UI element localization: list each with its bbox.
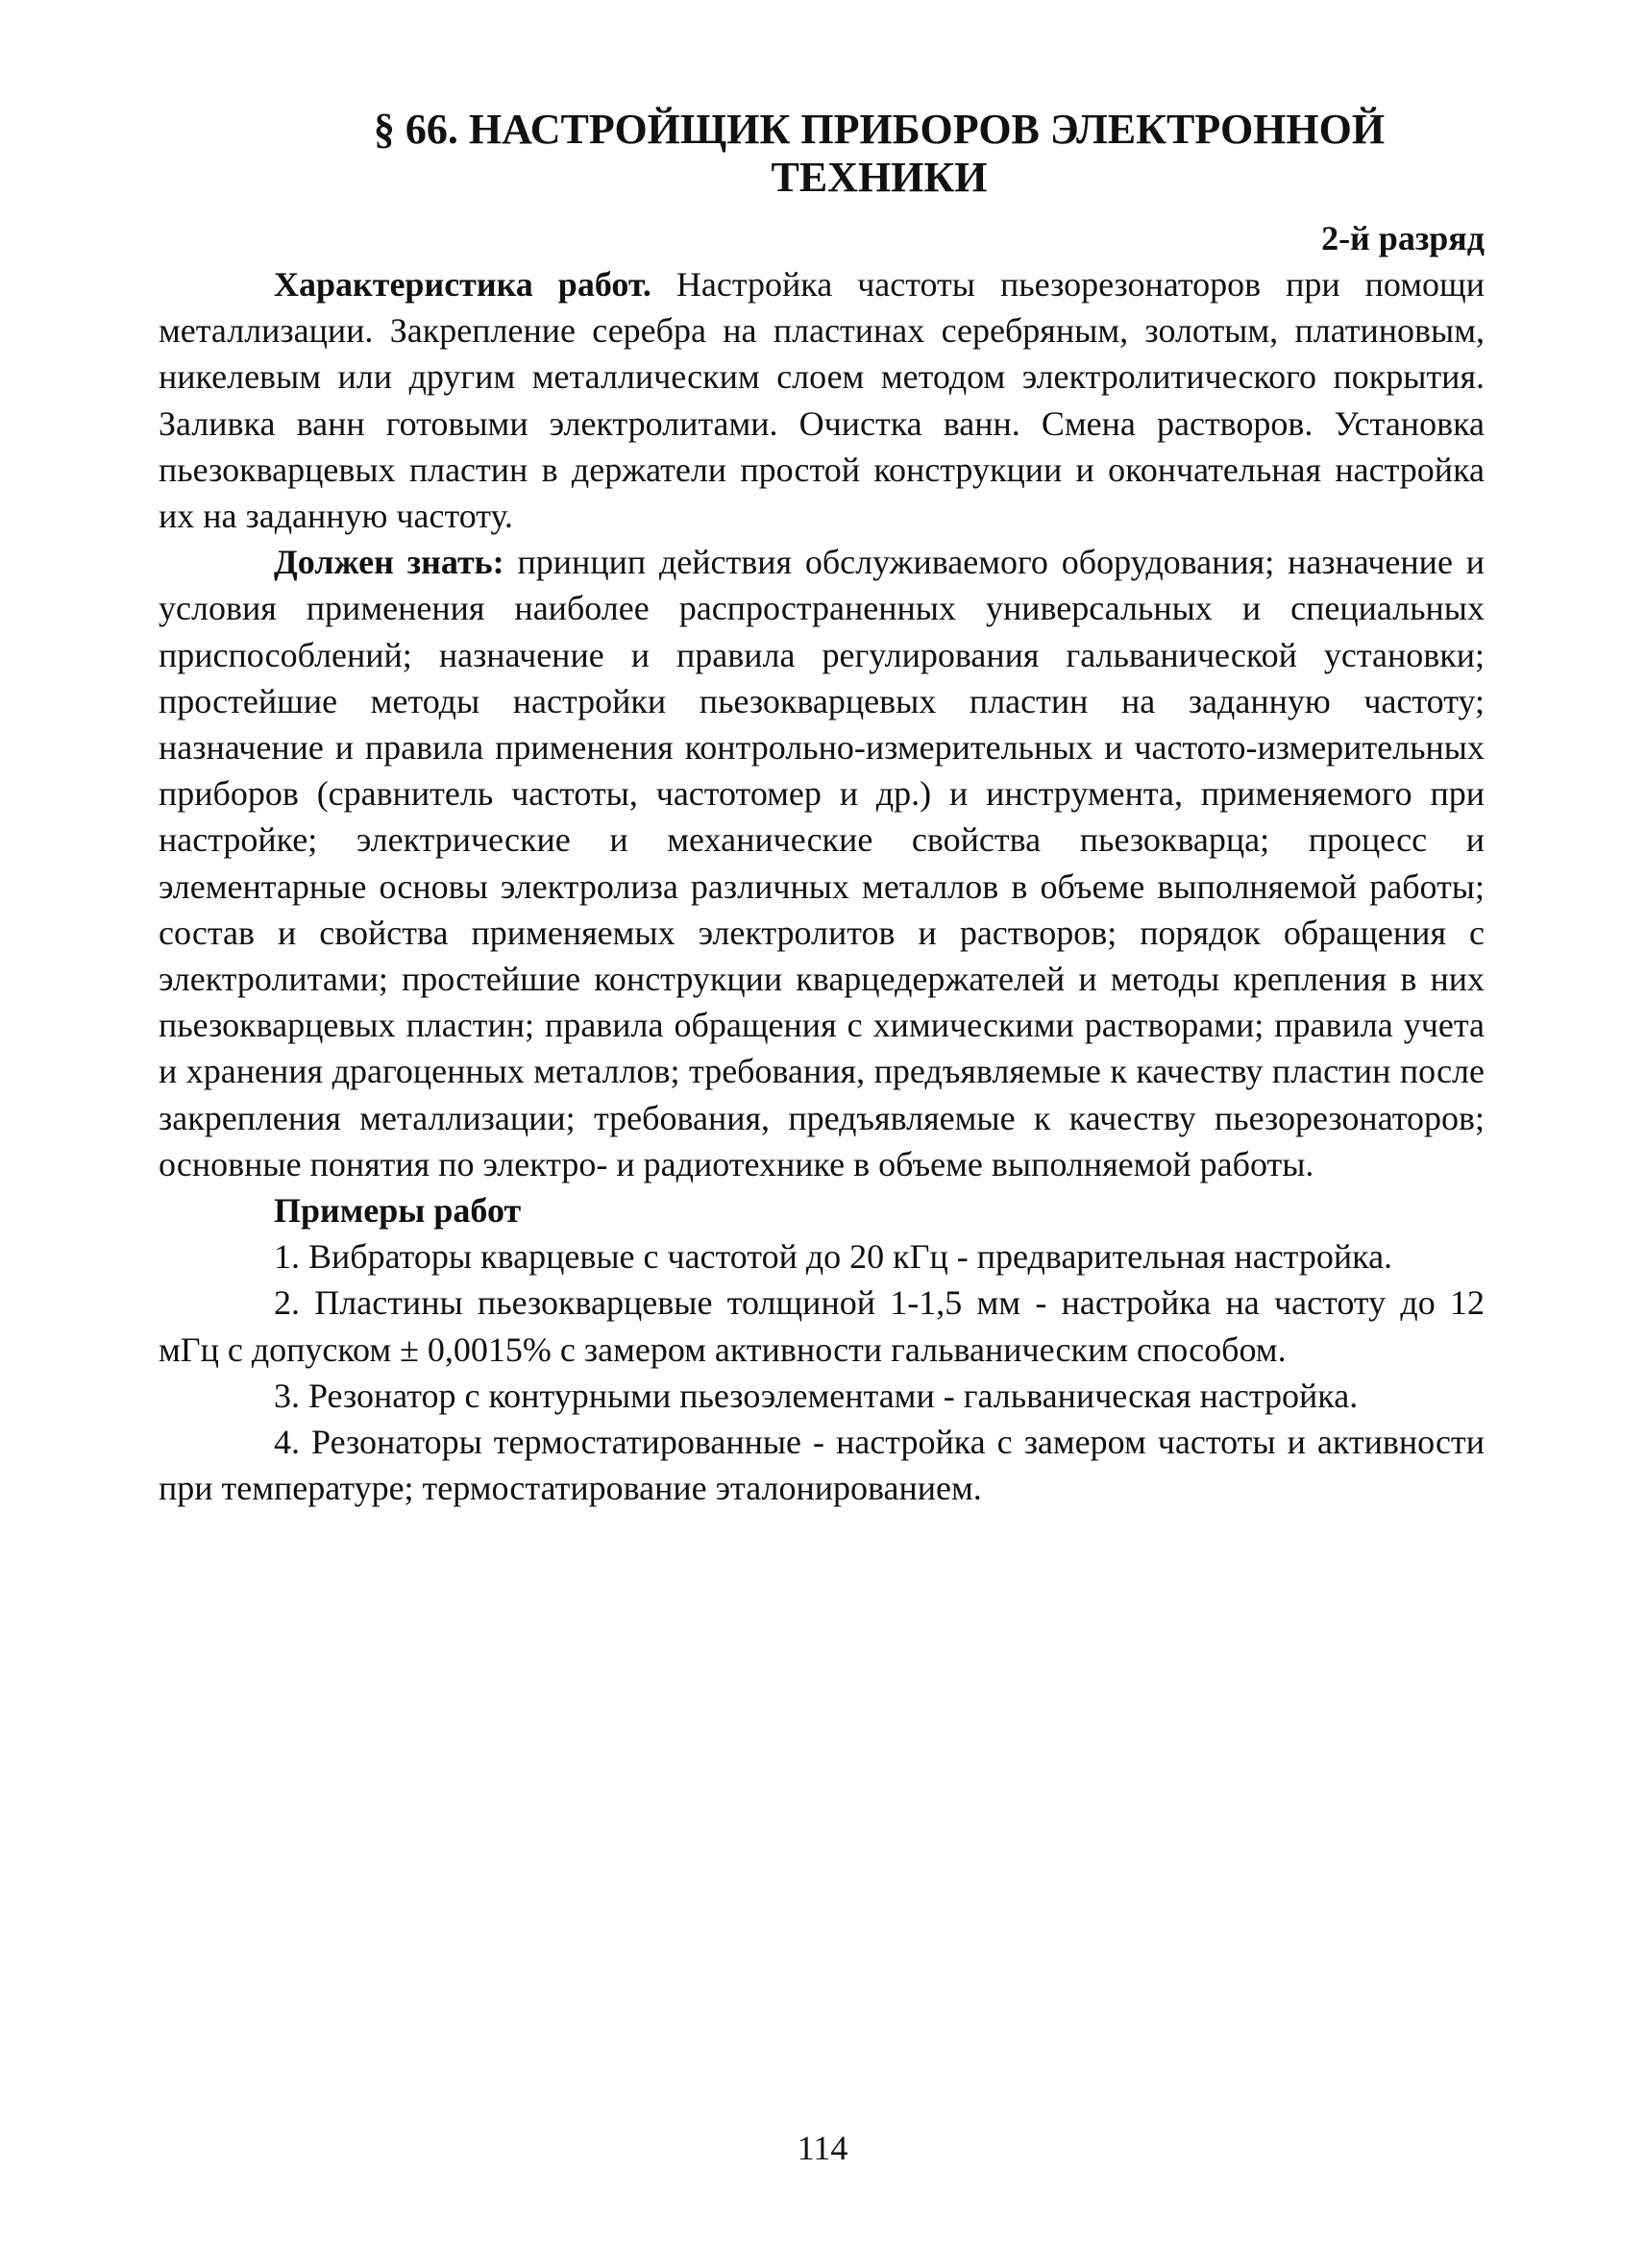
examples-heading: Примеры работ (274, 1191, 522, 1231)
section-title-line-1: § 66. НАСТРОЙЩИК ПРИБОРОВ ЭЛЕКТРОННОЙ (373, 106, 1386, 153)
page-number: 114 (797, 2129, 848, 2167)
characteristics-label: Характеристика работ. (274, 265, 651, 304)
must-know-text: принцип действия обслуживаемого оборудования; назначение и условия применения наиболее распространенных универсальных и специальных приспособлений; назначение и правила регулирования гальванической установки; простейшие методы настройки пьезокварцевых пластин на заданную частоту; назначение и правила применения контрольно-измерительных и частото-измерительных приборов (сравнитель частоты, частотомер и др.) и инструмента, применяемого при настройке; электрические и механические свойства пьезокварца; процесс и элементарные основы электролиза различных металлов в объеме выполняемой работы; состав и свойства применяемых электролитов и растворов; порядок обращения с электролитами; простейшие конструкции кварцедержателей и методы крепления в них пьезокварцевых пластин; правила обращения с химическими растворами; правила учета и хранения драгоценных металлов; требования, предъявляемые к качеству пластин после закрепления металлизации; требования, предъявляемые к качеству пьезорезонаторов; основные понятия по электро- и радиотехнике в объеме выполняемой работы. (159, 543, 1485, 1183)
example-item-1: 1. Вибраторы кварцевые с частотой до 20 кГц - предварительная настройка. (274, 1237, 1393, 1277)
section-title (159, 106, 1485, 202)
example-item-4: 4. Резонаторы термостатированные - настройка с замером частоты и активности при температуре; термостатирование эталонированием. (159, 1423, 1485, 1508)
example-item-3: 3. Резонатор с контурными пьезоэлементами - гальваническая настройка. (274, 1376, 1359, 1415)
characteristics-paragraph (159, 261, 1485, 539)
document-page (159, 106, 1485, 1511)
must-know-label: Должен знать: (274, 543, 504, 582)
must-know-paragraph (159, 539, 1485, 1187)
example-item-2: 2. Пластины пьезокварцевые толщиной 1-1,5 мм - настройка на частоту до 12 мГц с допуском ± 0,0015% с замером активности гальваническим способом. (159, 1283, 1485, 1369)
characteristics-text: Настройка частоты пьезорезонаторов при помощи металлизации. Закрепление серебра на пластинах серебряным, золотым, платиновым, никелевым или другим металлическим слоем методом электролитического покрытия. Заливка ванн готовыми электролитами. Очистка ванн. Смена растворов. Установка пьезокварцевых пластин в держатели простой конструкции и окончательная настройка их на заданную частоту. (159, 265, 1485, 536)
grade-label: 2-й разряд (1321, 219, 1485, 257)
section-title-line-2: ТЕХНИКИ (771, 154, 988, 201)
